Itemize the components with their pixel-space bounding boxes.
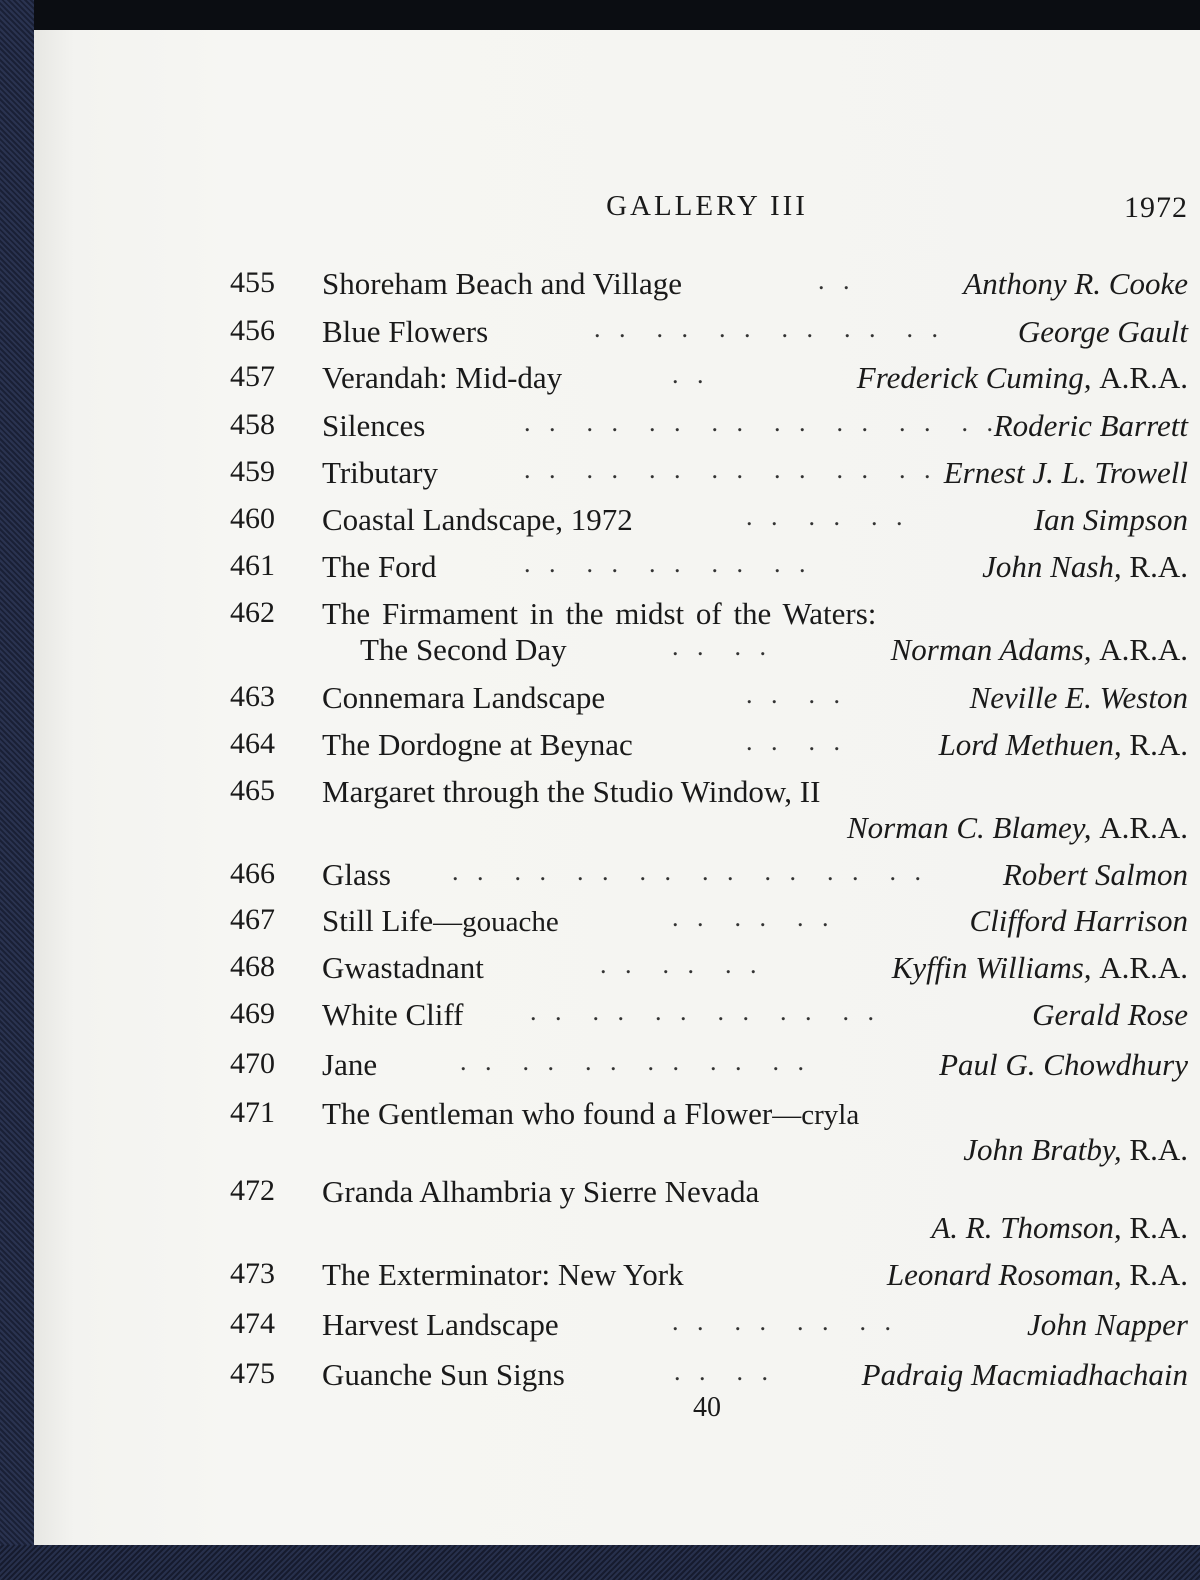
entry-title: Guanche Sun Signs	[322, 1357, 565, 1392]
entry-number: 470	[230, 1047, 275, 1080]
dot-leader: . . . . . .	[746, 502, 909, 531]
entry-title: Silences	[322, 408, 426, 443]
entry-number: 462	[230, 596, 275, 629]
entry-number: 457	[230, 360, 275, 393]
dot-leader: . . . . . . . .	[672, 1307, 897, 1336]
dot-leader: . . . . . . . . . . . .	[460, 1047, 810, 1076]
entry-number: 458	[230, 408, 275, 441]
entry-artist: Norman Adams, A.R.A.	[890, 632, 1188, 667]
entry-artist: George Gault	[1017, 314, 1188, 349]
entry-title: Gwastadnant	[322, 950, 484, 985]
entry-artist: Kyffin Williams, A.R.A.	[891, 950, 1188, 985]
entry-title: Margaret through the Studio Window, II	[322, 774, 821, 809]
entry-artist: Anthony R. Cooke	[963, 266, 1188, 301]
entry-artist: John Napper	[1026, 1307, 1188, 1342]
dot-leader: . . . . . . . . . . . . . . . .	[524, 408, 999, 437]
entry-artist: Roderic Barrett	[993, 408, 1188, 443]
book-cover-bottom-edge	[0, 1545, 1200, 1580]
entry-number: 459	[230, 455, 275, 488]
entry-title-continued: The Second Day	[360, 632, 567, 667]
entry-title: Tributary	[322, 455, 438, 490]
catalogue-page	[34, 30, 1200, 1545]
entry-title: The Firmament in the midst of the Waters:	[322, 596, 877, 631]
entry-number: 465	[230, 774, 275, 807]
entry-title: Blue Flowers	[322, 314, 489, 349]
book-cover-top-edge	[0, 0, 1200, 30]
entry-title: Verandah: Mid-day	[322, 360, 563, 395]
entry-artist: Leonard Rosoman, R.A.	[886, 1257, 1188, 1292]
page-year: 1972	[1124, 191, 1188, 224]
page-number: 40	[693, 1392, 721, 1423]
dot-leader: . . . .	[746, 680, 846, 709]
entry-artist: Ernest J. L. Trowell	[943, 455, 1188, 490]
entry-title: Still Life—gouache	[322, 903, 559, 938]
dot-leader: . . . . . .	[672, 903, 835, 932]
entry-artist: Norman C. Blamey, A.R.A.	[846, 810, 1188, 845]
entry-artist: Gerald Rose	[1032, 997, 1188, 1032]
entry-number: 471	[230, 1096, 275, 1129]
dot-leader: . . . .	[746, 727, 846, 756]
dot-leader: . . . . . . . . . . . .	[530, 997, 880, 1026]
entry-artist: Lord Methuen, R.A.	[938, 727, 1188, 762]
entry-artist: A. R. Thomson, R.A.	[931, 1210, 1188, 1245]
entry-artist: Padraig Macmiadhachain	[861, 1357, 1188, 1392]
entry-number: 466	[230, 857, 275, 890]
entry-artist: Neville E. Weston	[969, 680, 1188, 715]
entry-number: 473	[230, 1257, 275, 1290]
entry-title: The Exterminator: New York	[322, 1257, 684, 1292]
dot-leader: . . . . . . . . . . . . . . . .	[452, 857, 927, 886]
entry-number: 463	[230, 680, 275, 713]
entry-number: 475	[230, 1357, 275, 1390]
entry-number: 467	[230, 903, 275, 936]
entry-artist: Ian Simpson	[1033, 502, 1188, 537]
entry-title: White Cliff	[322, 997, 464, 1032]
entry-title: The Ford	[322, 549, 437, 584]
entry-title: Glass	[322, 857, 391, 892]
dot-leader: . . . . . . . . . . . . . .	[524, 455, 937, 484]
entry-artist: Clifford Harrison	[969, 903, 1188, 938]
dot-leader: . . . .	[674, 1357, 774, 1386]
entry-number: 464	[230, 727, 275, 760]
entry-title: The Gentleman who found a Flower—cryla	[322, 1096, 860, 1131]
entry-artist: John Bratby, R.A.	[963, 1132, 1188, 1167]
book-cover-left-edge	[0, 0, 34, 1580]
entry-artist: Frederick Cuming, A.R.A.	[856, 360, 1188, 395]
entry-title: Shoreham Beach and Village	[322, 266, 682, 301]
entry-number: 472	[230, 1174, 275, 1207]
dot-leader: . . . . . . . . . . . .	[594, 314, 944, 343]
entry-artist: Paul G. Chowdhury	[939, 1047, 1188, 1082]
entry-number: 455	[230, 266, 275, 299]
page-title: GALLERY III	[606, 190, 808, 222]
entry-number: 456	[230, 314, 275, 347]
entry-title: Granda Alhambria y Sierre Nevada	[322, 1174, 760, 1209]
dot-leader: . .	[818, 266, 856, 295]
entry-title: The Dordogne at Beynac	[322, 727, 633, 762]
dot-leader: . .	[672, 360, 710, 389]
entry-title: Harvest Landscape	[322, 1307, 559, 1342]
entry-number: 469	[230, 997, 275, 1030]
entry-title: Connemara Landscape	[322, 680, 606, 715]
entry-number: 474	[230, 1307, 275, 1340]
dot-leader: . . . .	[672, 632, 772, 661]
entry-artist: John Nash, R.A.	[982, 549, 1188, 584]
dot-leader: . . . . . .	[600, 950, 763, 979]
entry-number: 468	[230, 950, 275, 983]
entry-title: Coastal Landscape, 1972	[322, 502, 633, 537]
entry-artist: Robert Salmon	[1002, 857, 1188, 892]
entry-number: 460	[230, 502, 275, 535]
dot-leader: . . . . . . . . . .	[524, 549, 812, 578]
entry-title: Jane	[322, 1047, 378, 1082]
entry-number: 461	[230, 549, 275, 582]
